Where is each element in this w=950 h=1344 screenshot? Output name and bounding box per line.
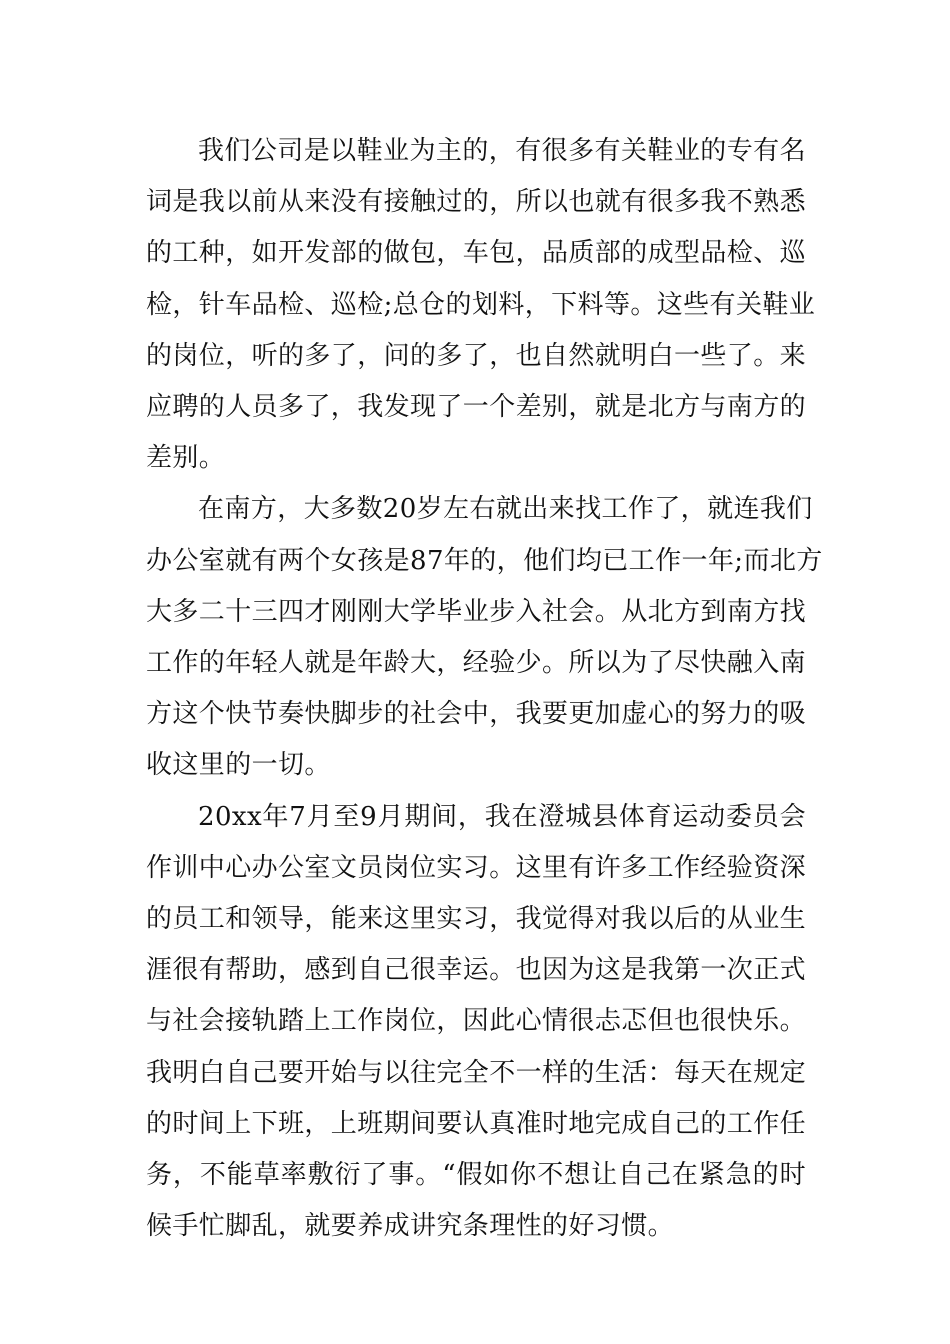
text-line: 的工种，如开发部的做包，车包，品质部的成型品检、巡 [146, 238, 807, 269]
text-line: 务，不能草率敷衍了事。“假如你不想让自己在紧急的时 [146, 1160, 806, 1191]
text-line: 大多二十三四才刚刚大学毕业步入社会。从北方到南方找 [146, 596, 807, 627]
document-body [146, 126, 823, 1252]
text-line: 我明白自己要开始与以往完全不一样的生活：每天在规定 [146, 1057, 807, 1088]
text-line: 的时间上下班，上班期间要认真准时地完成自己的工作任 [146, 1108, 807, 1139]
text-line: 办公室就有两个女孩是87年的，他们均已工作一年;而北方 [146, 545, 823, 576]
paragraph-3 [146, 792, 806, 1253]
text-line: 工作的年轻人就是年龄大，经验少。所以为了尽快融入南 [146, 648, 807, 679]
text-line: 作训中心办公室文员岗位实习。这里有许多工作经验资深 [146, 852, 807, 883]
text-line: 差别。 [146, 443, 226, 474]
text-line: 收这里的一切。 [146, 750, 331, 781]
text-line: 词是我以前从来没有接触过的，所以也就有很多我不熟悉 [146, 187, 807, 218]
text-line: 候手忙脚乱，就要养成讲究条理性的好习惯。 [146, 1211, 675, 1242]
text-line: 与社会接轨踏上工作岗位，因此心情很忐忑但也很快乐。 [146, 1006, 807, 1037]
text-line: 的岗位，听的多了，问的多了，也自然就明白一些了。来 [146, 340, 807, 371]
text-line: 在南方，大多数20岁左右就出来找工作了，就连我们 [198, 494, 813, 525]
text-line: 我们公司是以鞋业为主的，有很多有关鞋业的专有名 [198, 136, 806, 166]
text-line: 的员工和领导，能来这里实习，我觉得对我以后的从业生 [146, 904, 807, 935]
paragraph-1 [146, 126, 816, 484]
text-line: 检，针车品检、巡检;总仓的划料，下料等。这些有关鞋业 [146, 289, 816, 320]
text-line: 涯很有帮助，感到自己很幸运。也因为这是我第一次正式 [146, 955, 807, 986]
paragraph-2 [146, 484, 823, 791]
text-line: 应聘的人员多了，我发现了一个差别，就是北方与南方的 [146, 392, 807, 423]
text-line: 方这个快节奏快脚步的社会中，我要更加虚心的努力的吸 [146, 699, 807, 730]
text-line: 20xx年7月至9月期间，我在澄城县体育运动委员会 [198, 801, 806, 832]
